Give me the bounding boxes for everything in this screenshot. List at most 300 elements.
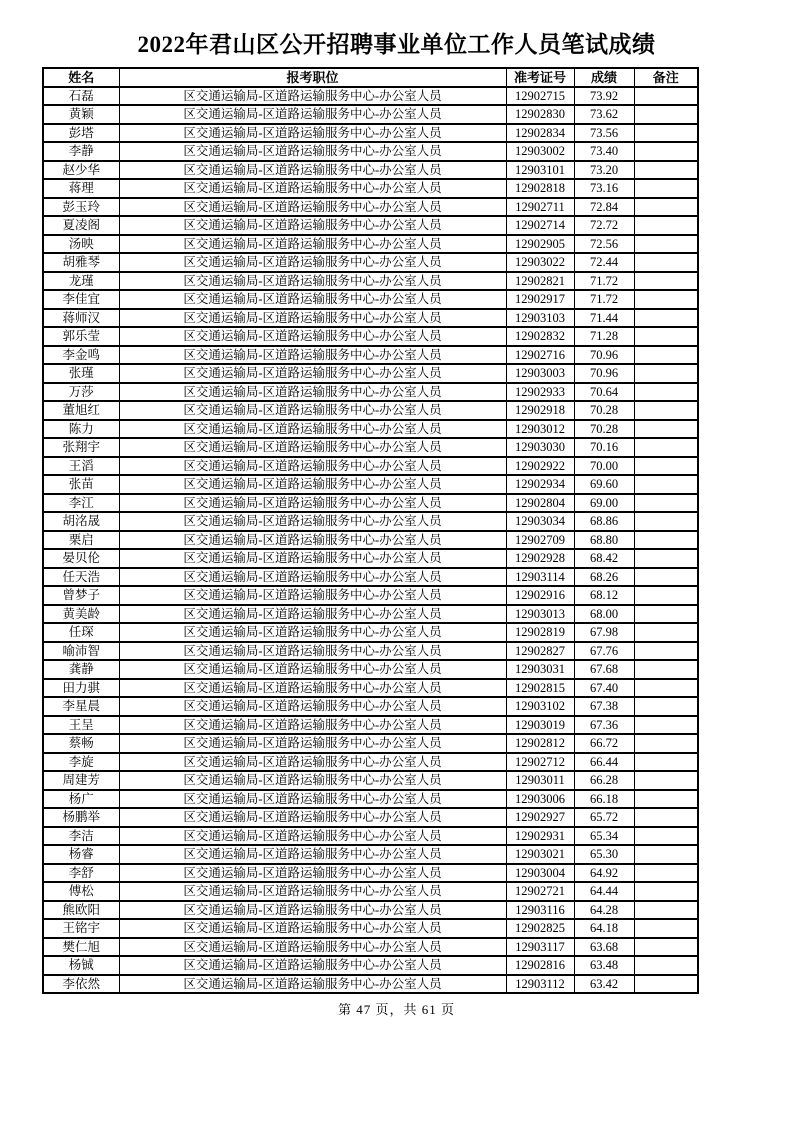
- table-row: [43, 975, 698, 994]
- score-cell: 63.48: [574, 956, 634, 975]
- name-cell: 龙瑾: [43, 272, 119, 291]
- table-row: [43, 808, 698, 827]
- ticket-cell: 12903022: [506, 253, 574, 272]
- position-cell: 区交通运输局-区道路运输服务中心-办公室人员: [119, 198, 506, 217]
- table-row: [43, 124, 698, 143]
- score-cell: 67.68: [574, 660, 634, 679]
- position-cell: 区交通运输局-区道路运输服务中心-办公室人员: [119, 808, 506, 827]
- position-cell: 区交通运输局-区道路运输服务中心-办公室人员: [119, 383, 506, 402]
- score-cell: 65.72: [574, 808, 634, 827]
- score-cell: 71.72: [574, 290, 634, 309]
- table-row: [43, 198, 698, 217]
- position-cell: 区交通运输局-区道路运输服务中心-办公室人员: [119, 753, 506, 772]
- name-cell: 王呈: [43, 716, 119, 735]
- position-cell: 区交通运输局-区道路运输服务中心-办公室人员: [119, 827, 506, 846]
- name-cell: 李星晨: [43, 697, 119, 716]
- ticket-cell: 12902933: [506, 383, 574, 402]
- position-cell: 区交通运输局-区道路运输服务中心-办公室人员: [119, 438, 506, 457]
- ticket-cell: 12902934: [506, 475, 574, 494]
- note-cell: [634, 753, 698, 772]
- table-row: [43, 956, 698, 975]
- position-cell: 区交通运输局-区道路运输服务中心-办公室人员: [119, 272, 506, 291]
- name-cell: 龚静: [43, 660, 119, 679]
- score-cell: 70.16: [574, 438, 634, 457]
- score-cell: 69.00: [574, 494, 634, 513]
- score-cell: 66.44: [574, 753, 634, 772]
- table-row: [43, 771, 698, 790]
- name-cell: 郭乐莹: [43, 327, 119, 346]
- score-cell: 71.44: [574, 309, 634, 328]
- table-row: [43, 660, 698, 679]
- table-row: [43, 827, 698, 846]
- position-cell: 区交通运输局-区道路运输服务中心-办公室人员: [119, 734, 506, 753]
- position-cell: 区交通运输局-区道路运输服务中心-办公室人员: [119, 697, 506, 716]
- note-cell: [634, 438, 698, 457]
- note-cell: [634, 253, 698, 272]
- note-cell: [634, 808, 698, 827]
- ticket-cell: 12902819: [506, 623, 574, 642]
- name-cell: 汤映: [43, 235, 119, 254]
- ticket-cell: 12903114: [506, 568, 574, 587]
- name-cell: 任天浩: [43, 568, 119, 587]
- score-cell: 67.38: [574, 697, 634, 716]
- score-cell: 63.42: [574, 975, 634, 994]
- name-cell: 黄颖: [43, 105, 119, 124]
- position-cell: 区交通运输局-区道路运输服务中心-办公室人员: [119, 494, 506, 513]
- ticket-cell: 12903003: [506, 364, 574, 383]
- table-row: [43, 457, 698, 476]
- ticket-cell: 12903006: [506, 790, 574, 809]
- table-row: [43, 327, 698, 346]
- position-cell: 区交通运输局-区道路运输服务中心-办公室人员: [119, 346, 506, 365]
- note-cell: [634, 568, 698, 587]
- table-row: [43, 512, 698, 531]
- ticket-cell: 12902816: [506, 956, 574, 975]
- note-cell: [634, 161, 698, 180]
- position-cell: 区交通运输局-区道路运输服务中心-办公室人员: [119, 420, 506, 439]
- position-cell: 区交通运输局-区道路运输服务中心-办公室人员: [119, 660, 506, 679]
- name-cell: 张苗: [43, 475, 119, 494]
- table-row: [43, 401, 698, 420]
- note-cell: [634, 790, 698, 809]
- name-cell: 张翔宇: [43, 438, 119, 457]
- name-cell: 周建芳: [43, 771, 119, 790]
- note-cell: [634, 901, 698, 920]
- table-row: [43, 438, 698, 457]
- score-cell: 72.72: [574, 216, 634, 235]
- note-cell: [634, 660, 698, 679]
- position-cell: 区交通运输局-区道路运输服务中心-办公室人员: [119, 253, 506, 272]
- ticket-cell: 12902715: [506, 87, 574, 106]
- position-cell: 区交通运输局-区道路运输服务中心-办公室人员: [119, 124, 506, 143]
- position-cell: 区交通运输局-区道路运输服务中心-办公室人员: [119, 235, 506, 254]
- score-cell: 70.28: [574, 401, 634, 420]
- position-cell: 区交通运输局-区道路运输服务中心-办公室人员: [119, 512, 506, 531]
- table-row: [43, 179, 698, 198]
- table-row: [43, 938, 698, 957]
- table-row: [43, 919, 698, 938]
- ticket-cell: 12902918: [506, 401, 574, 420]
- note-cell: [634, 716, 698, 735]
- name-cell: 李依然: [43, 975, 119, 994]
- score-cell: 68.26: [574, 568, 634, 587]
- ticket-cell: 12903112: [506, 975, 574, 994]
- note-cell: [634, 919, 698, 938]
- ticket-cell: 12902916: [506, 586, 574, 605]
- table-row: [43, 531, 698, 550]
- table-row: [43, 568, 698, 587]
- note-cell: [634, 346, 698, 365]
- ticket-cell: 12903116: [506, 901, 574, 920]
- table-row: [43, 346, 698, 365]
- table-row: [43, 87, 698, 106]
- table-row: [43, 586, 698, 605]
- name-cell: 赵少华: [43, 161, 119, 180]
- table-row: [43, 882, 698, 901]
- name-cell: 李金鸣: [43, 346, 119, 365]
- position-cell: 区交通运输局-区道路运输服务中心-办公室人员: [119, 87, 506, 106]
- name-cell: 蔡畅: [43, 734, 119, 753]
- note-cell: [634, 734, 698, 753]
- note-cell: [634, 864, 698, 883]
- name-cell: 彭塔: [43, 124, 119, 143]
- score-cell: 69.60: [574, 475, 634, 494]
- score-cell: 73.56: [574, 124, 634, 143]
- ticket-cell: 12903030: [506, 438, 574, 457]
- score-cell: 67.40: [574, 679, 634, 698]
- score-cell: 73.92: [574, 87, 634, 106]
- table-row: [43, 679, 698, 698]
- ticket-cell: 12902832: [506, 327, 574, 346]
- note-cell: [634, 272, 698, 291]
- column-header-score: 成绩: [574, 68, 634, 87]
- ticket-cell: 12902812: [506, 734, 574, 753]
- score-cell: 64.44: [574, 882, 634, 901]
- page-title: 2022年君山区公开招聘事业单位工作人员笔试成绩: [137, 32, 656, 57]
- score-cell: 68.86: [574, 512, 634, 531]
- score-cell: 70.64: [574, 383, 634, 402]
- score-cell: 73.62: [574, 105, 634, 124]
- note-cell: [634, 679, 698, 698]
- table-row: [43, 716, 698, 735]
- note-cell: [634, 938, 698, 957]
- position-cell: 区交通运输局-区道路运输服务中心-办公室人员: [119, 623, 506, 642]
- note-cell: [634, 198, 698, 217]
- name-cell: 王铭宇: [43, 919, 119, 938]
- ticket-cell: 12902830: [506, 105, 574, 124]
- name-cell: 熊欧阳: [43, 901, 119, 920]
- name-cell: 夏凌阁: [43, 216, 119, 235]
- table-row: [43, 364, 698, 383]
- name-cell: 傅松: [43, 882, 119, 901]
- ticket-cell: 12903101: [506, 161, 574, 180]
- ticket-cell: 12902905: [506, 235, 574, 254]
- score-cell: 73.40: [574, 142, 634, 161]
- note-cell: [634, 605, 698, 624]
- table-row: [43, 253, 698, 272]
- position-cell: 区交通运输局-区道路运输服务中心-办公室人员: [119, 901, 506, 920]
- position-cell: 区交通运输局-区道路运输服务中心-办公室人员: [119, 401, 506, 420]
- table-row: [43, 216, 698, 235]
- name-cell: 晏贝伦: [43, 549, 119, 568]
- table-header: [43, 68, 698, 87]
- note-cell: [634, 512, 698, 531]
- score-cell: 67.36: [574, 716, 634, 735]
- table-body: [43, 87, 698, 994]
- score-cell: 67.76: [574, 642, 634, 661]
- table-row: [43, 753, 698, 772]
- score-cell: 65.30: [574, 845, 634, 864]
- name-cell: 黄美龄: [43, 605, 119, 624]
- score-cell: 72.44: [574, 253, 634, 272]
- note-cell: [634, 457, 698, 476]
- score-cell: 68.12: [574, 586, 634, 605]
- name-cell: 喻沛智: [43, 642, 119, 661]
- table-row: [43, 697, 698, 716]
- score-cell: 66.72: [574, 734, 634, 753]
- position-cell: 区交通运输局-区道路运输服务中心-办公室人员: [119, 956, 506, 975]
- column-header-name: 姓名: [43, 68, 119, 87]
- score-cell: 72.84: [574, 198, 634, 217]
- score-cell: 71.72: [574, 272, 634, 291]
- ticket-cell: 12902927: [506, 808, 574, 827]
- score-cell: 70.96: [574, 364, 634, 383]
- note-cell: [634, 383, 698, 402]
- position-cell: 区交通运输局-区道路运输服务中心-办公室人员: [119, 161, 506, 180]
- score-cell: 64.18: [574, 919, 634, 938]
- table-row: [43, 309, 698, 328]
- ticket-cell: 12902922: [506, 457, 574, 476]
- note-cell: [634, 179, 698, 198]
- score-cell: 70.96: [574, 346, 634, 365]
- ticket-cell: 12903019: [506, 716, 574, 735]
- note-cell: [634, 586, 698, 605]
- note-cell: [634, 845, 698, 864]
- note-cell: [634, 827, 698, 846]
- ticket-cell: 12902818: [506, 179, 574, 198]
- ticket-cell: 12903013: [506, 605, 574, 624]
- table-row: [43, 420, 698, 439]
- name-cell: 李江: [43, 494, 119, 513]
- table-row: [43, 790, 698, 809]
- ticket-cell: 12902711: [506, 198, 574, 217]
- note-cell: [634, 309, 698, 328]
- position-cell: 区交通运输局-区道路运输服务中心-办公室人员: [119, 568, 506, 587]
- name-cell: 李旋: [43, 753, 119, 772]
- name-cell: 张瑾: [43, 364, 119, 383]
- name-cell: 万莎: [43, 383, 119, 402]
- note-cell: [634, 531, 698, 550]
- ticket-cell: 12903117: [506, 938, 574, 957]
- table-row: [43, 864, 698, 883]
- table-row: [43, 901, 698, 920]
- score-cell: 68.00: [574, 605, 634, 624]
- score-cell: 65.34: [574, 827, 634, 846]
- position-cell: 区交通运输局-区道路运输服务中心-办公室人员: [119, 642, 506, 661]
- note-cell: [634, 401, 698, 420]
- table-row: [43, 290, 698, 309]
- score-cell: 64.92: [574, 864, 634, 883]
- ticket-cell: 12902712: [506, 753, 574, 772]
- note-cell: [634, 142, 698, 161]
- score-cell: 68.42: [574, 549, 634, 568]
- name-cell: 李静: [43, 142, 119, 161]
- position-cell: 区交通运输局-区道路运输服务中心-办公室人员: [119, 531, 506, 550]
- position-cell: 区交通运输局-区道路运输服务中心-办公室人员: [119, 179, 506, 198]
- score-cell: 66.28: [574, 771, 634, 790]
- score-cell: 72.56: [574, 235, 634, 254]
- name-cell: 杨铖: [43, 956, 119, 975]
- ticket-cell: 12903011: [506, 771, 574, 790]
- note-cell: [634, 771, 698, 790]
- position-cell: 区交通运输局-区道路运输服务中心-办公室人员: [119, 975, 506, 994]
- name-cell: 胡雅琴: [43, 253, 119, 272]
- column-header-note: 备注: [634, 68, 698, 87]
- position-cell: 区交通运输局-区道路运输服务中心-办公室人员: [119, 364, 506, 383]
- table-row: [43, 383, 698, 402]
- score-cell: 71.28: [574, 327, 634, 346]
- ticket-cell: 12903021: [506, 845, 574, 864]
- name-cell: 胡洺晟: [43, 512, 119, 531]
- note-cell: [634, 327, 698, 346]
- table-row: [43, 623, 698, 642]
- position-cell: 区交通运输局-区道路运输服务中心-办公室人员: [119, 586, 506, 605]
- ticket-cell: 12903034: [506, 512, 574, 531]
- position-cell: 区交通运输局-区道路运输服务中心-办公室人员: [119, 919, 506, 938]
- note-cell: [634, 642, 698, 661]
- note-cell: [634, 216, 698, 235]
- name-cell: 曾梦子: [43, 586, 119, 605]
- name-cell: 田力骐: [43, 679, 119, 698]
- page-footer: 第 47 页，共 61 页: [337, 1002, 455, 1017]
- name-cell: 杨睿: [43, 845, 119, 864]
- position-cell: 区交通运输局-区道路运输服务中心-办公室人员: [119, 882, 506, 901]
- ticket-cell: 12902834: [506, 124, 574, 143]
- note-cell: [634, 975, 698, 994]
- ticket-cell: 12902821: [506, 272, 574, 291]
- position-cell: 区交通运输局-区道路运输服务中心-办公室人员: [119, 679, 506, 698]
- ticket-cell: 12902815: [506, 679, 574, 698]
- name-cell: 李佳宜: [43, 290, 119, 309]
- name-cell: 李洁: [43, 827, 119, 846]
- note-cell: [634, 882, 698, 901]
- score-cell: 66.18: [574, 790, 634, 809]
- score-cell: 64.28: [574, 901, 634, 920]
- note-cell: [634, 290, 698, 309]
- note-cell: [634, 124, 698, 143]
- table-row: [43, 845, 698, 864]
- position-cell: 区交通运输局-区道路运输服务中心-办公室人员: [119, 290, 506, 309]
- name-cell: 陈力: [43, 420, 119, 439]
- note-cell: [634, 420, 698, 439]
- name-cell: 杨广: [43, 790, 119, 809]
- note-cell: [634, 494, 698, 513]
- ticket-cell: 12902931: [506, 827, 574, 846]
- position-cell: 区交通运输局-区道路运输服务中心-办公室人员: [119, 938, 506, 957]
- table-row: [43, 494, 698, 513]
- position-cell: 区交通运输局-区道路运输服务中心-办公室人员: [119, 771, 506, 790]
- ticket-cell: 12902917: [506, 290, 574, 309]
- ticket-cell: 12902827: [506, 642, 574, 661]
- score-cell: 67.98: [574, 623, 634, 642]
- column-header-position: 报考职位: [119, 68, 506, 87]
- name-cell: 蒋理: [43, 179, 119, 198]
- ticket-cell: 12902825: [506, 919, 574, 938]
- score-cell: 70.28: [574, 420, 634, 439]
- note-cell: [634, 623, 698, 642]
- ticket-cell: 12903002: [506, 142, 574, 161]
- note-cell: [634, 549, 698, 568]
- name-cell: 樊仁旭: [43, 938, 119, 957]
- name-cell: 栗启: [43, 531, 119, 550]
- score-cell: 68.80: [574, 531, 634, 550]
- ticket-cell: 12903031: [506, 660, 574, 679]
- note-cell: [634, 87, 698, 106]
- ticket-cell: 12902721: [506, 882, 574, 901]
- note-cell: [634, 364, 698, 383]
- note-cell: [634, 475, 698, 494]
- name-cell: 杨鹏举: [43, 808, 119, 827]
- note-cell: [634, 697, 698, 716]
- name-cell: 石磊: [43, 87, 119, 106]
- position-cell: 区交通运输局-区道路运输服务中心-办公室人员: [119, 142, 506, 161]
- table-row: [43, 161, 698, 180]
- name-cell: 蒋师汉: [43, 309, 119, 328]
- header-row: [43, 68, 698, 87]
- position-cell: 区交通运输局-区道路运输服务中心-办公室人员: [119, 845, 506, 864]
- score-cell: 63.68: [574, 938, 634, 957]
- note-cell: [634, 105, 698, 124]
- score-cell: 73.16: [574, 179, 634, 198]
- table-row: [43, 549, 698, 568]
- position-cell: 区交通运输局-区道路运输服务中心-办公室人员: [119, 105, 506, 124]
- position-cell: 区交通运输局-区道路运输服务中心-办公室人员: [119, 605, 506, 624]
- column-header-ticket: 准考证号: [506, 68, 574, 87]
- ticket-cell: 12903102: [506, 697, 574, 716]
- ticket-cell: 12902709: [506, 531, 574, 550]
- score-cell: 73.20: [574, 161, 634, 180]
- table-row: [43, 475, 698, 494]
- name-cell: 李舒: [43, 864, 119, 883]
- ticket-cell: 12902714: [506, 216, 574, 235]
- ticket-cell: 12903004: [506, 864, 574, 883]
- table-row: [43, 734, 698, 753]
- position-cell: 区交通运输局-区道路运输服务中心-办公室人员: [119, 216, 506, 235]
- position-cell: 区交通运输局-区道路运输服务中心-办公室人员: [119, 475, 506, 494]
- table-row: [43, 142, 698, 161]
- position-cell: 区交通运输局-区道路运输服务中心-办公室人员: [119, 327, 506, 346]
- scores-table: [42, 67, 699, 994]
- note-cell: [634, 956, 698, 975]
- position-cell: 区交通运输局-区道路运输服务中心-办公室人员: [119, 549, 506, 568]
- name-cell: 王滔: [43, 457, 119, 476]
- score-cell: 70.00: [574, 457, 634, 476]
- name-cell: 彭玉玲: [43, 198, 119, 217]
- position-cell: 区交通运输局-区道路运输服务中心-办公室人员: [119, 309, 506, 328]
- name-cell: 任琛: [43, 623, 119, 642]
- ticket-cell: 12903103: [506, 309, 574, 328]
- ticket-cell: 12902928: [506, 549, 574, 568]
- ticket-cell: 12903012: [506, 420, 574, 439]
- table-row: [43, 605, 698, 624]
- ticket-cell: 12902716: [506, 346, 574, 365]
- table-row: [43, 105, 698, 124]
- name-cell: 董旭红: [43, 401, 119, 420]
- table-row: [43, 642, 698, 661]
- position-cell: 区交通运输局-区道路运输服务中心-办公室人员: [119, 716, 506, 735]
- table-row: [43, 272, 698, 291]
- position-cell: 区交通运输局-区道路运输服务中心-办公室人员: [119, 864, 506, 883]
